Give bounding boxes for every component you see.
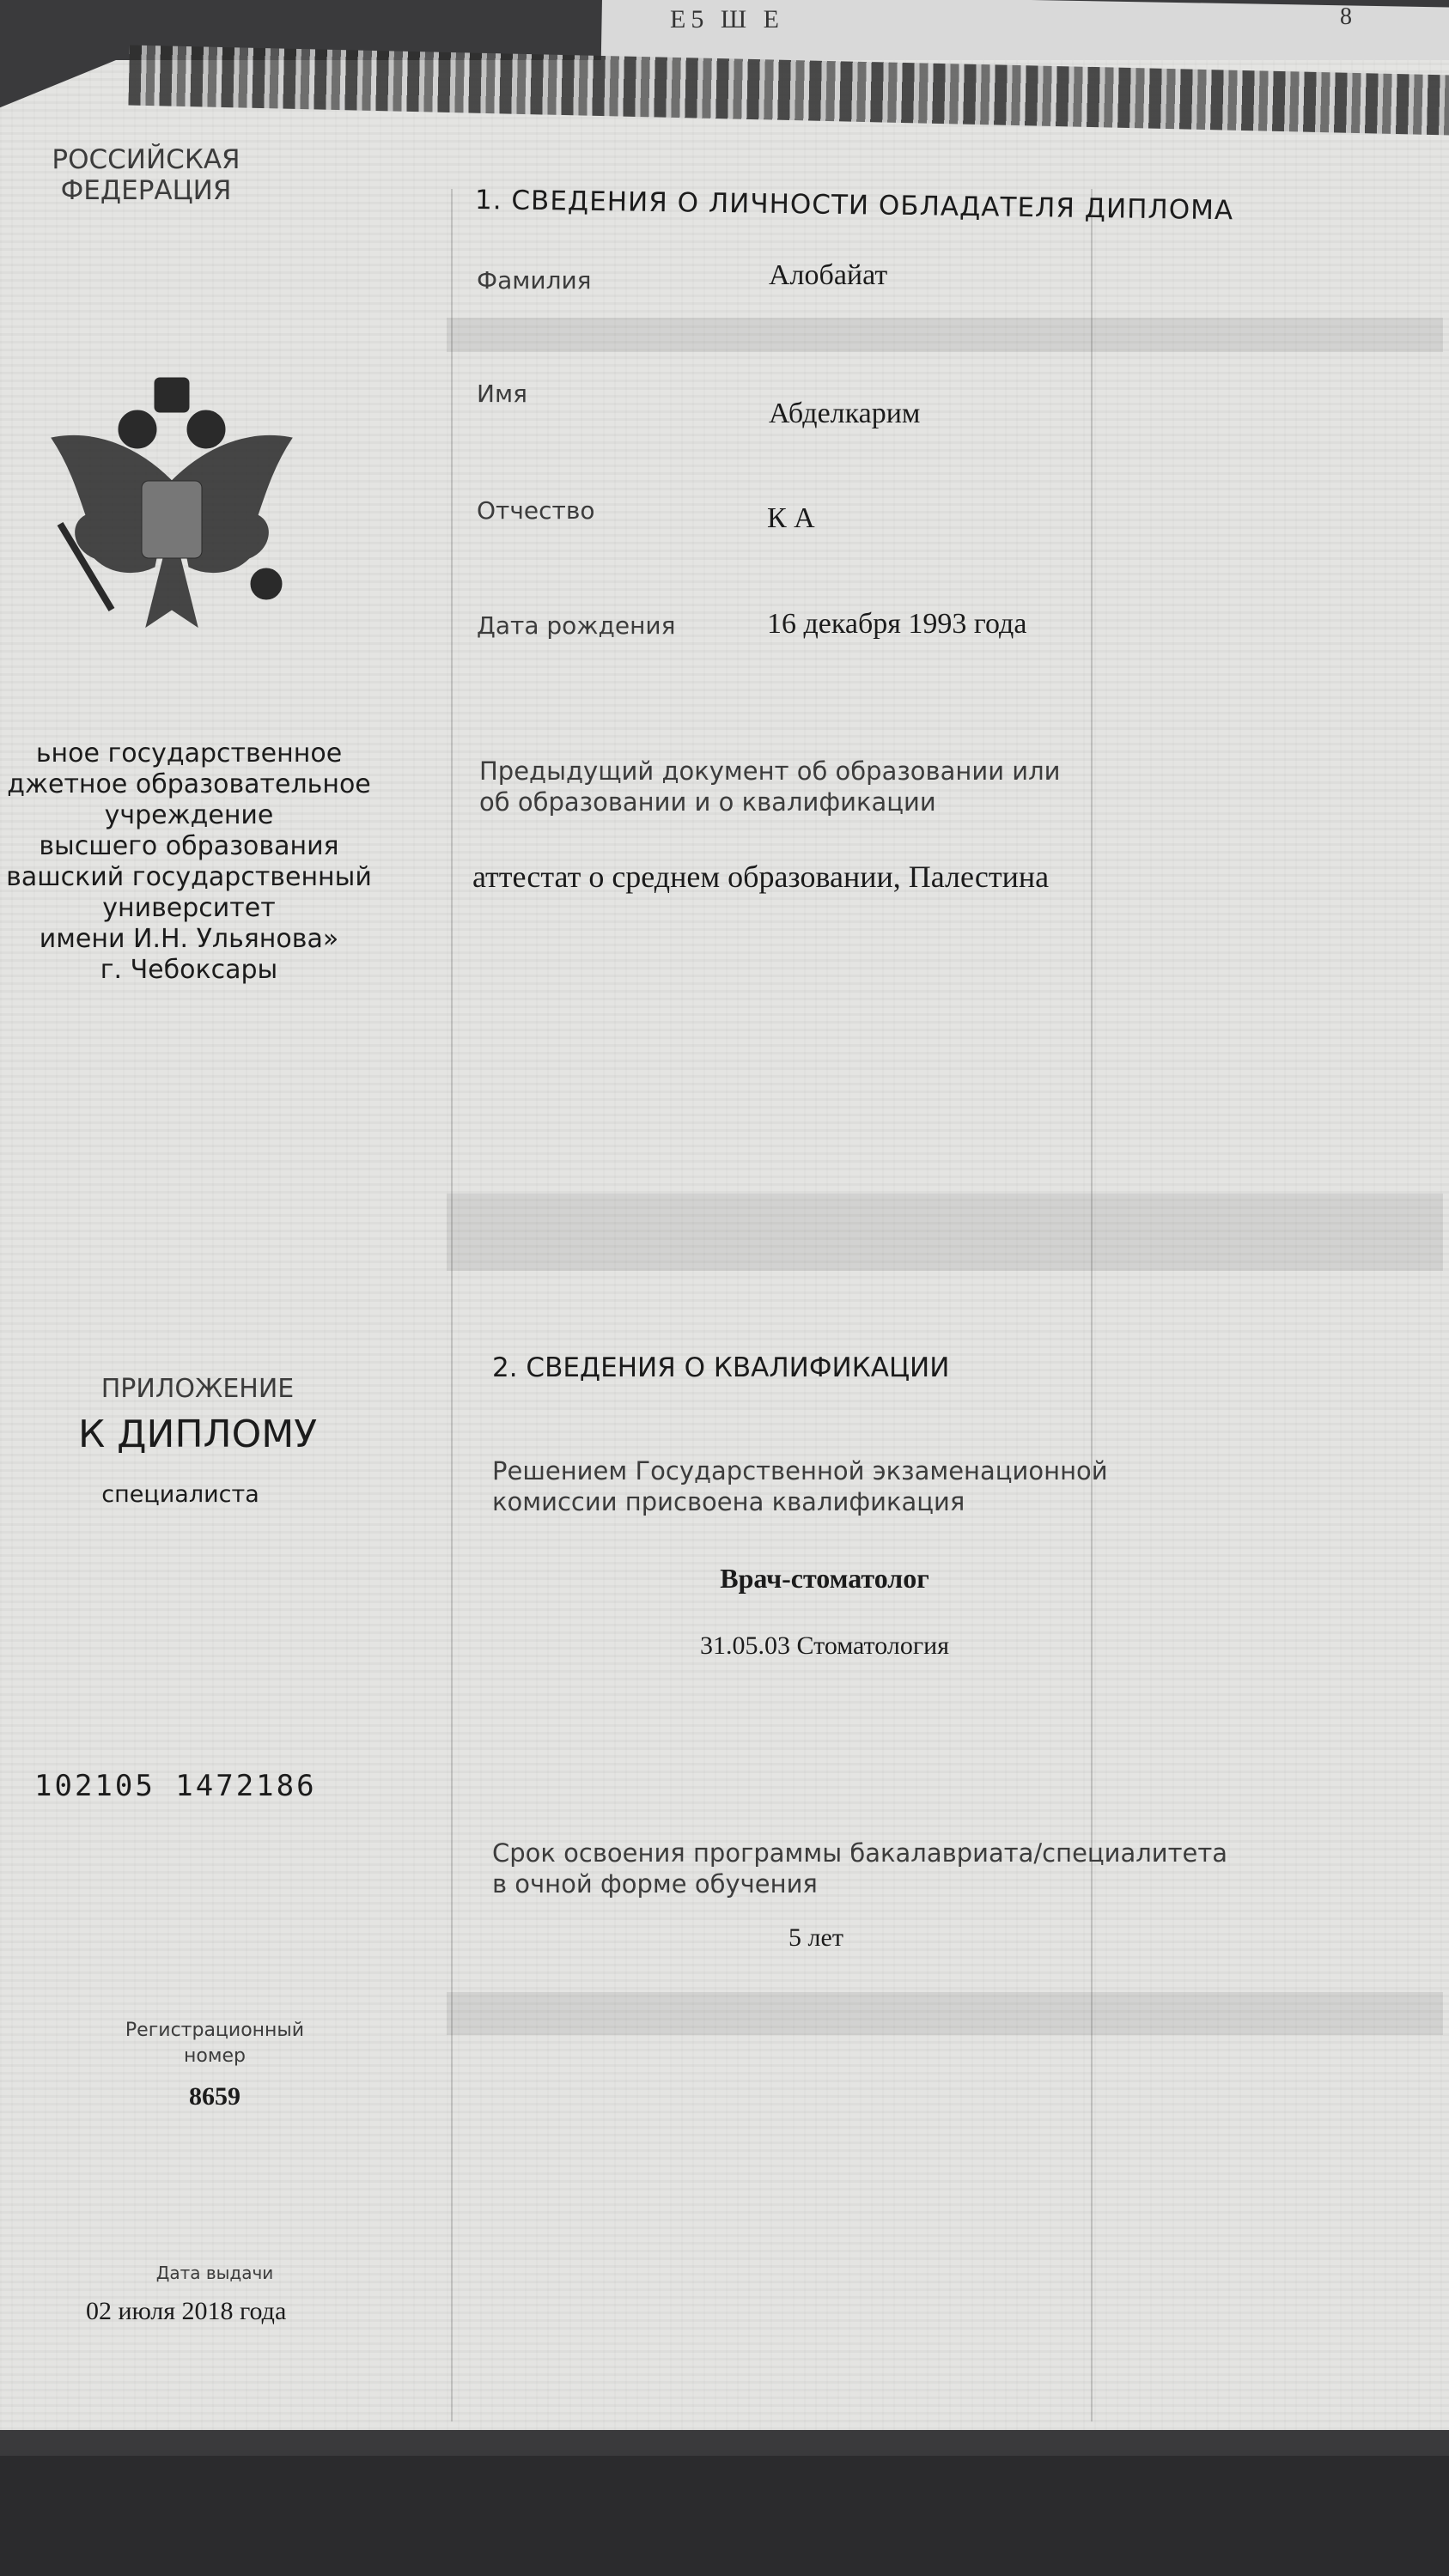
section1-heading: 1. СВЕДЕНИЯ О ЛИЧНОСТИ ОБЛАДАТЕЛЯ ДИПЛОМА [474,185,1234,227]
scan-smudge [447,1194,1443,1271]
desk-surface [0,2456,1449,2576]
term-line-2: в очной форме обучения [492,1869,818,1899]
institution-line: г. Чебоксары [100,955,278,985]
appendix-title-line-3: специалиста [101,1481,259,1508]
reg-label-line-1: Регистрационный [125,2020,305,2041]
fold-line [1091,189,1093,2421]
reg-label-line-2: номер [184,2045,246,2067]
institution-line: университет [102,893,276,923]
appendix-title-line-2: К ДИПЛОМУ [77,1413,318,1456]
institution-name [0,738,378,986]
institution-line: высшего образования [39,831,339,861]
institution-line: учреждение [104,800,274,830]
qualification-value: Врач-стоматолог [720,1563,929,1594]
issue-date-label: Дата выдачи [155,2263,274,2283]
study-term-value: 5 лет [788,1923,843,1952]
patronymic-value: К А [767,502,815,534]
reg-number-label [103,2018,326,2069]
underlying-text-fragment: Е5 Ш Е [670,5,784,33]
surname-label: Фамилия [477,266,592,295]
prev-doc-line-2: об образовании и о квалификации [479,787,936,817]
institution-line: ьное государственное [35,738,343,769]
underlying-text-fragment-right: 8 [1340,3,1352,30]
term-line-1: Срок освоения программы бакалавриата/специалитета [492,1838,1228,1868]
appendix-title-line-1: ПРИЛОЖЕНИЕ [100,1374,295,1404]
issue-date: 02 июля 2018 года [86,2297,287,2325]
institution-line: джетное образовательное [7,769,371,799]
country-name [52,144,240,206]
country-line-2: ФЕДЕРАЦИЯ [60,175,232,206]
name-label: Имя [477,380,527,408]
surname-value: Алобайат [769,259,888,291]
institution-line: вашский государственный [6,862,372,892]
coat-of-arms-icon [34,352,309,644]
birth-date-label: Дата рождения [477,611,676,640]
qualification-decision [492,1455,1108,1517]
institution-line: имени И.Н. Ульянова» [39,924,339,954]
reg-number: 8659 [189,2082,240,2111]
birth-date-value: 16 декабря 1993 года [767,608,1027,640]
fold-line [451,189,453,2421]
previous-document-label [479,756,1061,817]
serial-number: 102105 1472186 [34,1769,317,1803]
decision-line-2: комиссии присвоена квалификация [492,1487,965,1516]
scan-smudge [447,1992,1443,2035]
name-value: Абделкарим [769,398,921,429]
country-line-1: РОССИЙСКАЯ [52,144,240,175]
prev-doc-line-1: Предыдущий документ об образовании или [479,756,1061,786]
study-term-label [492,1838,1227,1899]
patronymic-label: Отчество [477,496,595,525]
specialty-value: 31.05.03 Стоматология [699,1631,950,1660]
scan-smudge [447,318,1443,352]
decision-line-1: Решением Государственной экзаменационной [492,1456,1108,1485]
previous-document-value: аттестат о среднем образовании, Палестина [472,860,1050,894]
section2-heading: 2. СВЕДЕНИЯ О КВАЛИФИКАЦИИ [492,1352,950,1383]
